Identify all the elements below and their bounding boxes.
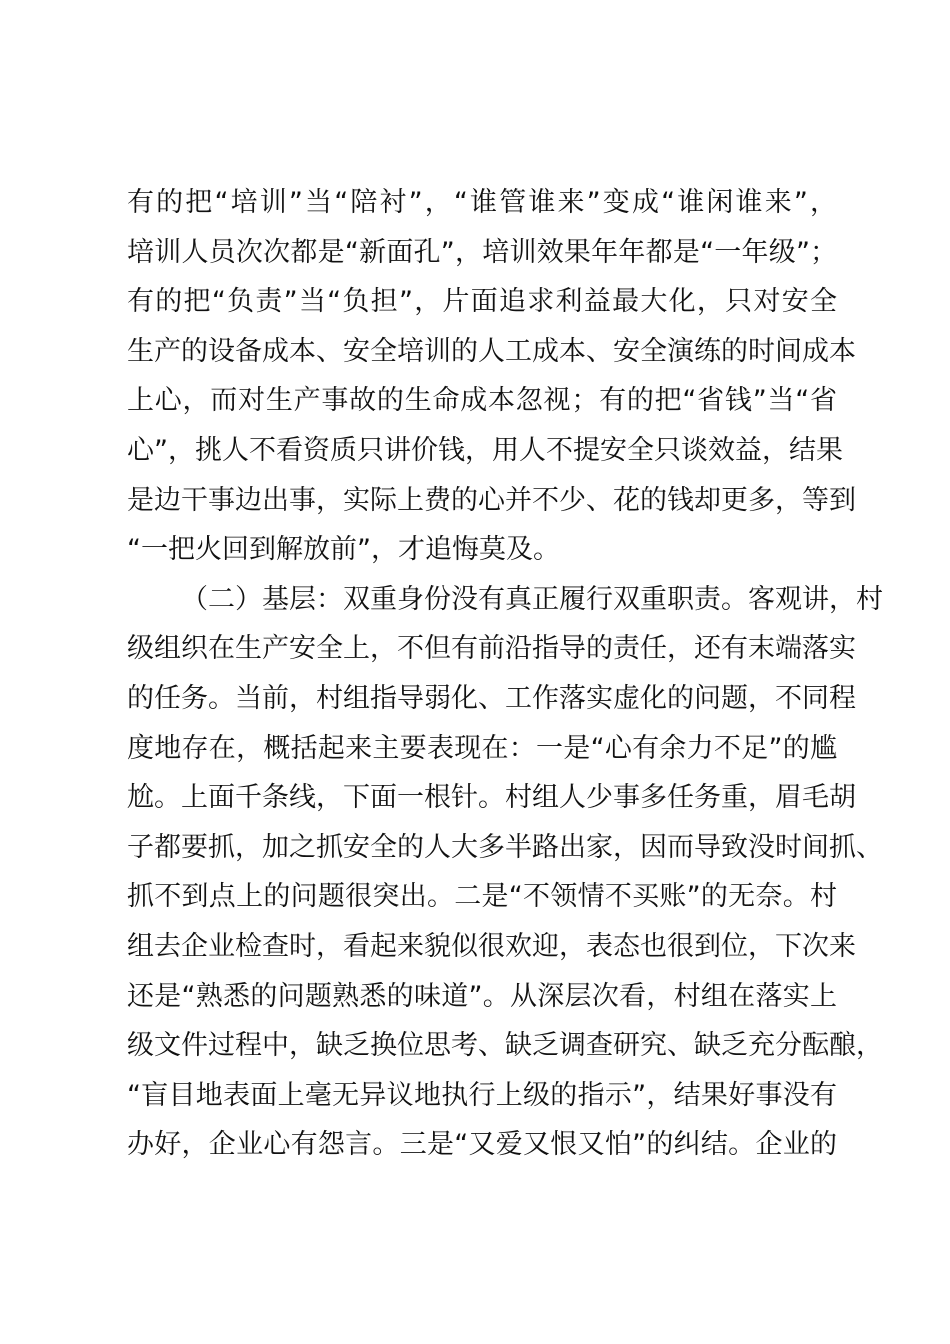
text-line: 上心，而对生产事故的生命成本忽视；有的把“省钱”当“省 xyxy=(127,385,837,417)
paragraph-end-line: “一把火回到解放前”，才追悔莫及。 xyxy=(127,534,560,566)
text-line: 度地存在，概括起来主要表现在：一是“心有余力不足”的尴 xyxy=(127,732,837,764)
text-line: 生产的设备成本、安全培训的人工成本、安全演练的时间成本 xyxy=(127,335,856,367)
text-line: 有的把“负责”当“负担”，片面追求利益最大化，只对安全 xyxy=(127,286,837,318)
text-line: 心”，挑人不看资质只讲价钱，用人不提安全只谈效益，结果 xyxy=(127,434,843,466)
text-line: 办好，企业心有怨言。三是“又爱又恨又怕”的纠结。企业的 xyxy=(127,1129,837,1161)
text-line: 是边干事边出事，实际上费的心并不少、花的钱却更多，等到 xyxy=(127,484,856,516)
text-line: 尬。上面千条线，下面一根针。村组人少事多任务重，眉毛胡 xyxy=(127,782,856,814)
body-text xyxy=(127,178,883,1170)
text-line: 有的把“培训”当“陪衬”，“谁管谁来”变成“谁闲谁来”， xyxy=(127,187,837,218)
text-line: 的任务。当前，村组指导弱化、工作落实虚化的问题，不同程 xyxy=(127,682,856,714)
text-line: 还是“熟悉的问题熟悉的味道”。从深层次看，村组在落实上 xyxy=(127,980,837,1012)
section-heading-line: （二）基层：双重身份没有真正履行双重职责。客观讲，村 xyxy=(181,583,883,615)
text-line: 抓不到点上的问题很突出。二是“不领情不买账”的无奈。村 xyxy=(127,881,837,913)
text-line: 级文件过程中，缺乏换位思考、缺乏调查研究、缺乏充分酝酿， xyxy=(127,1030,883,1062)
text-line: “盲目地表面上毫无异议地执行上级的指示”，结果好事没有 xyxy=(127,1079,837,1111)
text-line: 组去企业检查时，看起来貌似很欢迎，表态也很到位，下次来 xyxy=(127,930,856,962)
text-line: 子都要抓，加之抓安全的人大多半路出家，因而导致没时间抓、 xyxy=(127,831,883,863)
text-line: 级组织在生产安全上，不但有前沿指导的责任，还有末端落实 xyxy=(127,633,856,665)
text-line: 培训人员次次都是“新面孔”，培训效果年年都是“一年级”； xyxy=(127,236,837,268)
